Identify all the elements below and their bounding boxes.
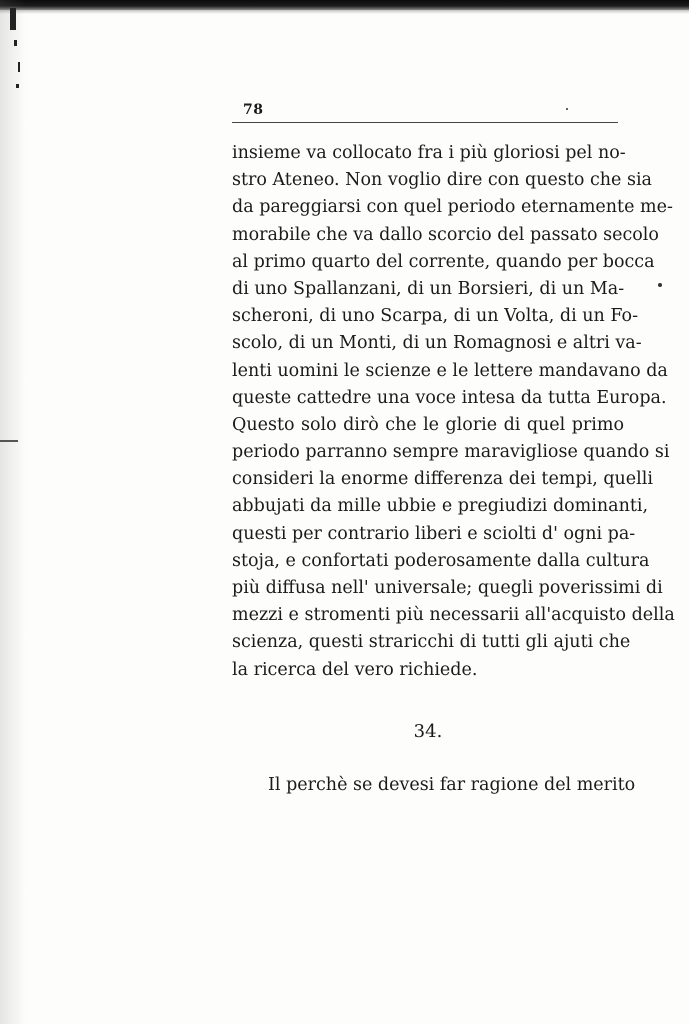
text-line: stro Ateneo. Non voglio dire con questo che sia [232, 170, 652, 191]
text-line: scolo, di un Monti, di un Romagnosi e altri va- [232, 333, 642, 354]
binding-artifact [14, 40, 17, 46]
text-line: stoja, e confortati poderosamente dalla cultura [232, 550, 650, 571]
text-line: la ricerca del vero richiede. [232, 659, 478, 680]
binding-artifact [18, 62, 20, 72]
text-line: di uno Spallanzani, di un Borsieri, di un Ma- [232, 278, 625, 299]
text-line: scienza, questi straricchi di tutti gli ajuti che [232, 632, 631, 653]
body-text [232, 140, 675, 684]
text-line: periodo parranno sempre maravigliose quando si [232, 442, 670, 463]
text-line: abbujati da mille ubbie e pregiudizi dominanti, [232, 496, 649, 517]
text-line: consideri la enorme differenza dei tempi, quelli [232, 469, 653, 490]
text-line: queste cattedre una voce intesa da tutta Europa. [232, 387, 667, 408]
text-line: questi per contrario liberi e sciolti d' ogni pa- [232, 523, 636, 544]
text-line: al primo quarto del corrente, quando per bocca [232, 251, 655, 272]
binding-artifact [0, 440, 18, 442]
scan-speck [658, 283, 662, 287]
text-line: insieme va collocato fra i più gloriosi pel no- [232, 143, 626, 163]
running-head-rule [232, 122, 618, 123]
scan-top-border-shadow [0, 10, 689, 14]
text-line: scheroni, di uno Scarpa, di un Volta, di un Fo- [232, 306, 638, 327]
text-line: lenti uomini le scienze e le lettere mandavano da [232, 360, 668, 381]
text-line: Questo solo dirò che le glorie di quel primo [232, 414, 624, 435]
binding-edge-shadow [0, 0, 26, 1024]
binding-artifact [10, 8, 16, 30]
running-head [232, 100, 618, 126]
binding-artifact [16, 84, 19, 88]
text-line: da pareggiarsi con quel periodo eternamente me- [232, 197, 673, 218]
scan-top-border [0, 0, 689, 10]
next-paragraph-start: Il perchè se devesi far ragione del merito [268, 775, 636, 795]
section-number: 34. [413, 721, 443, 742]
text-line: più diffusa nell' universale; quegli poverissimi di [232, 578, 663, 598]
text-line: morabile che va dallo scorcio del passato secolo [232, 224, 659, 245]
text-line: mezzi e stromenti più necessarii all'acquisto della [232, 605, 675, 626]
page-number: 78 [243, 102, 264, 118]
